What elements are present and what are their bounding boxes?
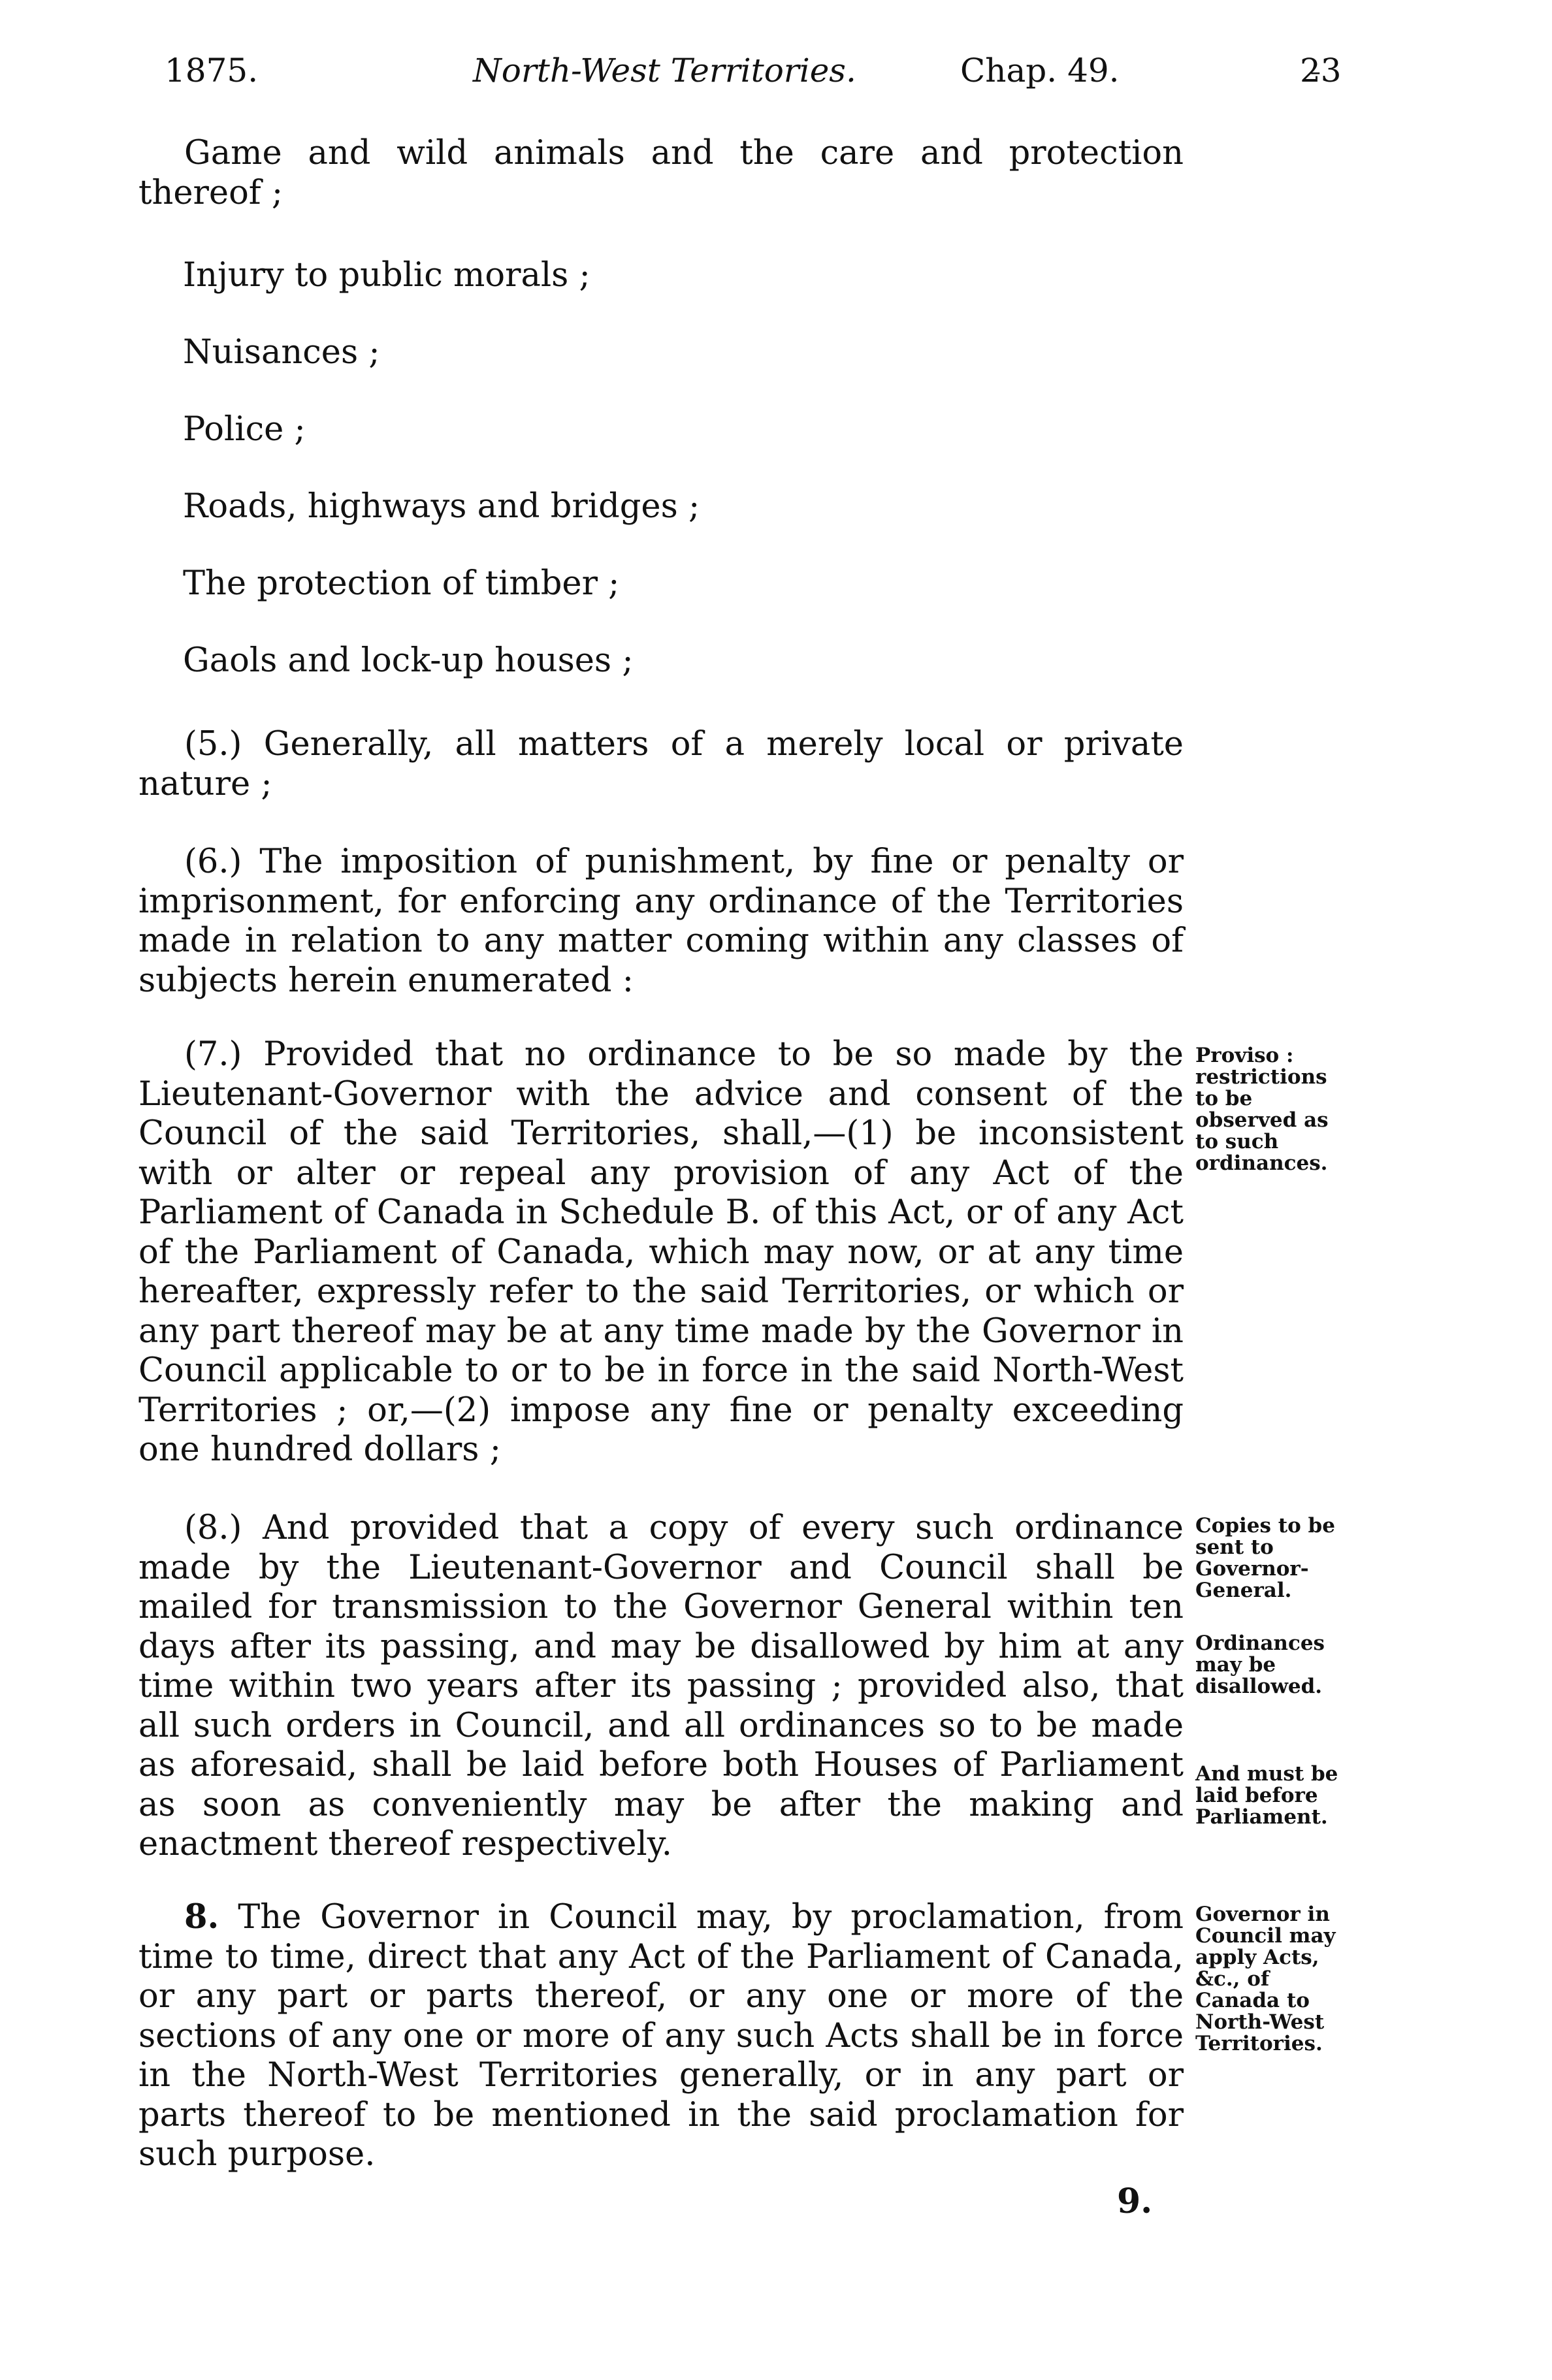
margin-note-governor: Governor in Council may apply Acts, &c., of Canada to North-West Territories.: [1195, 1903, 1336, 2055]
section-8: [138, 1897, 1184, 2175]
list-item: Injury to public morals ;: [183, 256, 590, 295]
section-number: 8.: [184, 1897, 219, 1937]
header-title: North-West Territories.: [473, 52, 856, 89]
list-item: Gaols and lock-up houses ;: [183, 641, 634, 680]
list-item: Police ;: [183, 410, 306, 449]
margin-note-proviso: Proviso : restrictions to be observed as to such ordinances.: [1195, 1044, 1329, 1175]
paragraph-game: Game and wild animals and the care and protection thereof ;: [138, 134, 1184, 212]
margin-note-copies: Copies to be sent to Governor-General.: [1195, 1514, 1335, 1602]
margin-note-laid: And must be laid before Parliament.: [1195, 1762, 1338, 1829]
paragraph-5: (5.) Generally, all matters of a merely local or private nature ;: [138, 725, 1184, 803]
section-8-text: The Governor in Council may, by proclamation, from time to time, direct that any Act of the Parliament of Canada, or any part or parts thereof, or any one or more of the sections of any one or more of any such Acts shall be in force in the North-West Territories generally, or in any part or parts thereof to be mentioned in the said proclamation for such purpose.: [138, 1898, 1184, 2174]
list-item: The protection of timber ;: [183, 564, 620, 603]
margin-note-disallowed: Ordinances may be disallowed.: [1195, 1632, 1325, 1698]
header-page-number: 2̵3: [1300, 52, 1342, 89]
list-item: Nuisances ;: [183, 333, 380, 372]
paragraph-7: (7.) Provided that no ordinance to be so made by the Lieutenant-Governor with the advice and consent of the Council of the said Territories, shall,—(1) be inconsistent with or alter or repeal any provision of any Act of the Parliament of Canada in Schedule B. of this Act, or of any Act of the Parliament of Canada, which may now, or at any time hereafter, expressly refer to the said Territories, or which or any part thereof may be at any time made by the Governor in Council applicable to or to be in force in the said North-West Territories ; or,—(2) impose any fine or penalty exceeding one hundred dollars ;: [138, 1035, 1184, 1469]
catchword: 9.: [1117, 2181, 1153, 2221]
paragraph-6: (6.) The imposition of punishment, by fine or penalty or imprisonment, for enforcing any ordinance of the Territories made in relation to any matter coming within any classes of subjects herein enumerated :: [138, 843, 1184, 1000]
header-year: 1875.: [165, 52, 259, 89]
list-item: Roads, highways and bridges ;: [183, 487, 700, 526]
header-chapter: Chap. 49.: [960, 52, 1120, 89]
paragraph-8: (8.) And provided that a copy of every such ordinance made by the Lieutenant-Governor and Council shall be mailed for transmission to the Governor General within ten days after its passing, and may be disallowed by him at any time within two years after its passing ; provided also, that all such orders in Council, and all ordinances so to be made as aforesaid, shall be laid before both Houses of Parliament as soon as conveniently may be after the making and enactment thereof respectively.: [138, 1509, 1184, 1863]
